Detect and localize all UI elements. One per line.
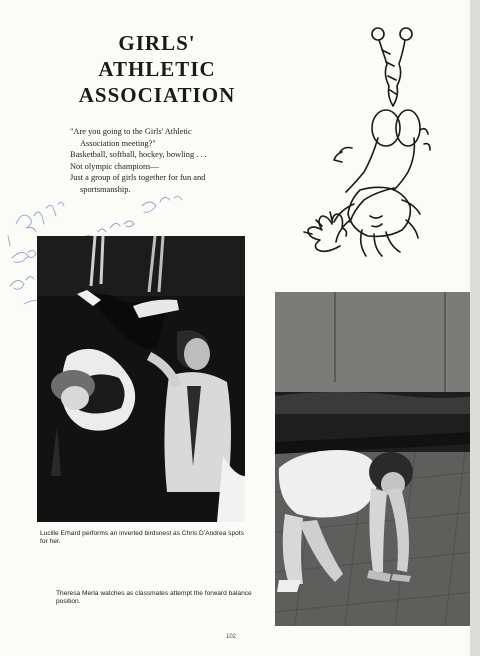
intro-line: Not olympic champions—: [70, 161, 159, 171]
intro-line: "Are you going to the Girls' Athletic: [70, 127, 192, 136]
intro-text: [70, 126, 270, 195]
photo-forward-balance: [275, 292, 475, 626]
page-title: [62, 30, 252, 108]
cartoon-illustration: [282, 20, 452, 282]
page-edge: [470, 0, 480, 656]
intro-line: sportsmanship.: [80, 184, 131, 194]
title-line-2: ATHLETIC: [98, 57, 216, 81]
photo2-caption: Theresa Merla watches as classmates attempt the forward balance position.: [56, 590, 252, 605]
photo-inverted-birdsnest: [37, 236, 245, 522]
intro-line: Basketball, softball, hockey, bowling . . .: [70, 150, 207, 159]
intro-line: Association meeting?": [80, 138, 156, 148]
title-line-1: GIRLS': [118, 31, 196, 55]
intro-line: Just a group of girls together for fun and: [70, 173, 206, 182]
photo1-caption: Lucille Erhard performs an inverted birdsnest as Chris D'Andrea spots for her.: [40, 530, 244, 545]
title-line-3: ASSOCIATION: [78, 83, 236, 107]
page-number: 102: [226, 634, 237, 640]
